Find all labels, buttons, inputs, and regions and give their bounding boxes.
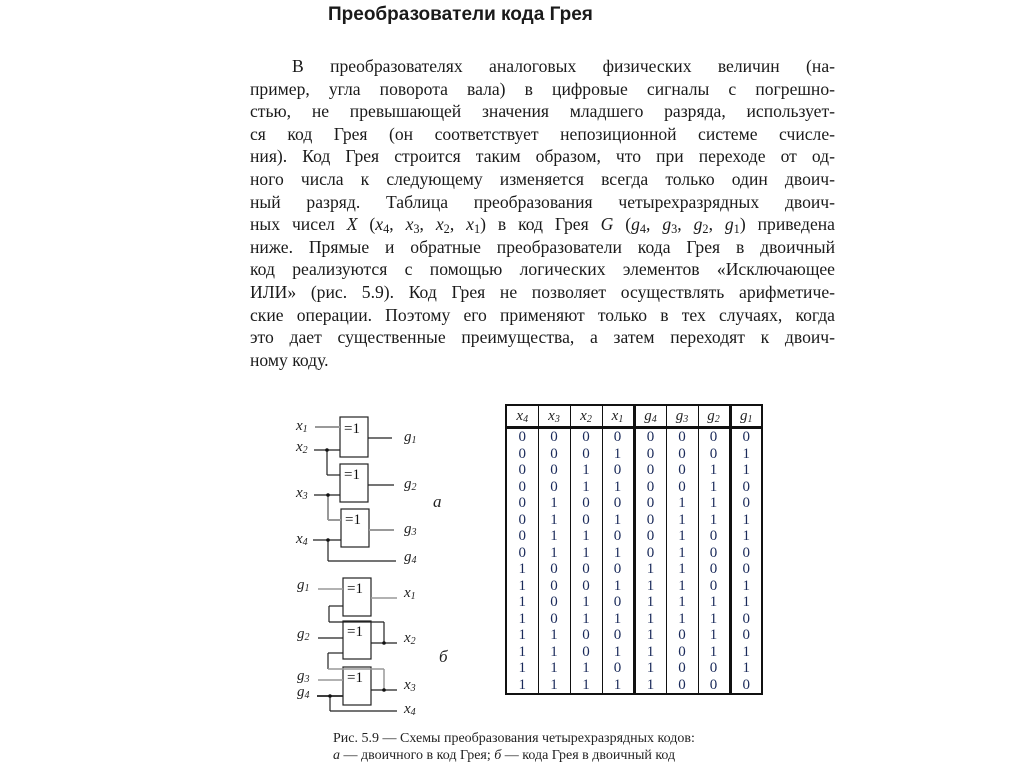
table-cell: 0 xyxy=(698,660,730,677)
table-cell: 0 xyxy=(730,561,762,578)
table-cell: 1 xyxy=(538,528,570,545)
table-row xyxy=(506,644,762,661)
junction-dot xyxy=(382,688,386,692)
table-cell: 1 xyxy=(570,528,602,545)
table-cell: 0 xyxy=(634,479,666,496)
table-cell: 0 xyxy=(538,594,570,611)
table-cell: 0 xyxy=(506,462,538,479)
table-cell: 0 xyxy=(634,512,666,529)
paragraph-line: ниже. Прямые и обратные преобразователи кода Грея в двоичный xyxy=(250,236,835,257)
column-header-g3: $g_3$ xyxy=(666,405,698,428)
table-cell: 0 xyxy=(730,611,762,628)
table-cell: 1 xyxy=(634,660,666,677)
table-cell: 1 xyxy=(666,545,698,562)
gate-label: =1 xyxy=(347,670,363,686)
gray-code-table xyxy=(505,404,763,695)
table-cell: 1 xyxy=(634,611,666,628)
paragraph-line: код реализуются с помощью логических элементов «Исключающее xyxy=(250,259,835,280)
table-cell: 1 xyxy=(570,479,602,496)
table-cell: 1 xyxy=(538,644,570,661)
table-cell: 0 xyxy=(698,677,730,695)
table-cell: 0 xyxy=(698,446,730,463)
table-cell: 1 xyxy=(506,611,538,628)
table-cell: 1 xyxy=(602,644,634,661)
table-cell: 1 xyxy=(506,594,538,611)
table-cell: 1 xyxy=(602,677,634,695)
junction-dot xyxy=(325,448,329,452)
column-header-x1: $x_1$ xyxy=(602,405,634,428)
column-header-x3: $x_3$ xyxy=(538,405,570,428)
table-cell: 0 xyxy=(506,545,538,562)
table-cell: 1 xyxy=(602,611,634,628)
table-cell: 1 xyxy=(506,627,538,644)
table-cell: 0 xyxy=(634,495,666,512)
output-label: $x_1$ xyxy=(404,585,416,602)
table-cell: 0 xyxy=(666,627,698,644)
table-cell: 0 xyxy=(506,428,538,446)
gate-label: =1 xyxy=(347,581,363,597)
table-cell: 0 xyxy=(570,495,602,512)
table-cell: 1 xyxy=(634,644,666,661)
junction-dot xyxy=(328,694,332,698)
table-cell: 0 xyxy=(570,561,602,578)
figure-letter-b: б xyxy=(439,647,448,666)
table-cell: 1 xyxy=(698,627,730,644)
table-cell: 1 xyxy=(730,446,762,463)
table-cell: 0 xyxy=(538,479,570,496)
table-cell: 0 xyxy=(570,428,602,446)
paragraph-line: это дает существенные преимущества, а затем переходят к двоич- xyxy=(250,327,835,348)
table-cell: 1 xyxy=(730,512,762,529)
input-label: $g_1$ xyxy=(297,577,310,594)
table-cell: 0 xyxy=(506,446,538,463)
caption-line-1: Рис. 5.9 — Схемы преобразования четырехразрядных кодов: xyxy=(333,731,695,746)
paragraph-line: пример, угла поворота вала) в цифровые сигналы с погрешно- xyxy=(250,78,835,99)
table-cell: 0 xyxy=(730,627,762,644)
table-cell: 0 xyxy=(538,611,570,628)
table-cell: 0 xyxy=(730,495,762,512)
input-label: $g_2$ xyxy=(297,626,310,643)
input-label: $x_4$ xyxy=(296,531,308,548)
circuit-wires xyxy=(280,405,490,725)
table-cell: 0 xyxy=(634,462,666,479)
table-cell: 1 xyxy=(570,545,602,562)
table-cell: 0 xyxy=(730,677,762,695)
table-row xyxy=(506,578,762,595)
table-cell: 0 xyxy=(538,578,570,595)
table-cell: 0 xyxy=(506,512,538,529)
table-cell: 1 xyxy=(506,578,538,595)
page-title: Преобразователи кода Грея xyxy=(328,4,593,25)
table-cell: 1 xyxy=(666,512,698,529)
table-row xyxy=(506,594,762,611)
output-label: $x_2$ xyxy=(404,630,416,647)
figure-caption xyxy=(333,730,695,764)
table-cell: 1 xyxy=(506,561,538,578)
table-cell: 1 xyxy=(634,677,666,695)
figure-letter-a: а xyxy=(433,492,442,511)
table-row xyxy=(506,512,762,529)
column-header-g1: $g_1$ xyxy=(730,405,762,428)
table-cell: 1 xyxy=(730,644,762,661)
table-row xyxy=(506,677,762,695)
table-cell: 0 xyxy=(538,428,570,446)
body-paragraph xyxy=(250,55,835,371)
table-row xyxy=(506,479,762,496)
table-cell: 0 xyxy=(602,428,634,446)
output-label: $g_4$ xyxy=(404,549,417,566)
table-cell: 0 xyxy=(602,660,634,677)
paragraph-line: В преобразователях аналоговых физических величин (на- xyxy=(292,56,835,76)
table-cell: 0 xyxy=(666,479,698,496)
table-cell: 0 xyxy=(602,594,634,611)
table-cell: 0 xyxy=(666,677,698,695)
output-label: $g_3$ xyxy=(404,521,417,538)
table-row xyxy=(506,545,762,562)
paragraph-line: ИЛИ» (рис. 5.9). Код Грея не позволяет осуществлять арифметиче- xyxy=(250,281,835,302)
table-cell: 1 xyxy=(602,578,634,595)
table-header-row xyxy=(506,405,762,428)
output-label: $g_1$ xyxy=(404,429,417,446)
junction-dot xyxy=(326,538,330,542)
table-cell: 1 xyxy=(634,627,666,644)
table-row xyxy=(506,495,762,512)
table-cell: 1 xyxy=(506,677,538,695)
table-cell: 1 xyxy=(730,462,762,479)
table-cell: 0 xyxy=(602,495,634,512)
table-row xyxy=(506,462,762,479)
table-cell: 0 xyxy=(538,462,570,479)
table-row xyxy=(506,528,762,545)
column-header-x4: $x_4$ xyxy=(506,405,538,428)
table-cell: 0 xyxy=(602,561,634,578)
column-header-g4: $g_4$ xyxy=(634,405,666,428)
table-cell: 0 xyxy=(570,578,602,595)
table-cell: 0 xyxy=(730,545,762,562)
table-cell: 1 xyxy=(538,512,570,529)
output-label: $x_3$ xyxy=(404,677,416,694)
output-label: $x_4$ xyxy=(404,701,416,718)
input-label: $g_3$ xyxy=(297,668,310,685)
table-cell: 0 xyxy=(730,428,762,446)
table-cell: 1 xyxy=(666,495,698,512)
table-cell: 0 xyxy=(634,528,666,545)
table-cell: 1 xyxy=(538,660,570,677)
table-cell: 1 xyxy=(602,479,634,496)
table-cell: 1 xyxy=(570,611,602,628)
table-cell: 1 xyxy=(698,512,730,529)
table-cell: 1 xyxy=(602,446,634,463)
table-cell: 0 xyxy=(666,644,698,661)
table-cell: 1 xyxy=(698,462,730,479)
table-cell: 1 xyxy=(730,578,762,595)
table-cell: 1 xyxy=(730,594,762,611)
table-cell: 1 xyxy=(698,611,730,628)
paragraph-line: ния). Код Грея строится таким образом, что при переходе от од- xyxy=(250,146,835,167)
output-label: $g_2$ xyxy=(404,476,417,493)
table-cell: 1 xyxy=(666,528,698,545)
table-cell: 1 xyxy=(666,594,698,611)
table-cell: 0 xyxy=(698,428,730,446)
table-cell: 1 xyxy=(634,561,666,578)
table-cell: 1 xyxy=(506,644,538,661)
table-cell: 1 xyxy=(538,677,570,695)
table-cell: 0 xyxy=(506,479,538,496)
table-cell: 1 xyxy=(698,479,730,496)
table-cell: 1 xyxy=(538,627,570,644)
table-cell: 1 xyxy=(602,545,634,562)
paragraph-line-formula: ных чисел X ($x_4$, $x_3$, $x_2$, $x_1$) в код Грея G ($g_4$, $g_3$, $g_2$, $g_1$) приведена xyxy=(250,214,835,237)
input-label: $x_1$ xyxy=(296,418,308,435)
table-cell: 0 xyxy=(698,561,730,578)
paragraph-line: ного числа к следующему изменяется всегда только один двоич- xyxy=(250,168,835,189)
table-cell: 0 xyxy=(570,512,602,529)
junction-dot xyxy=(382,641,386,645)
table-cell: 0 xyxy=(634,428,666,446)
table-cell: 1 xyxy=(570,677,602,695)
table-cell: 0 xyxy=(570,446,602,463)
table-cell: 1 xyxy=(666,578,698,595)
table-cell: 1 xyxy=(698,594,730,611)
paragraph-line: ские операции. Поэтому его применяют только в тех случаях, когда xyxy=(250,304,835,325)
table-cell: 1 xyxy=(666,611,698,628)
table-cell: 1 xyxy=(538,545,570,562)
table-cell: 0 xyxy=(666,660,698,677)
table-row xyxy=(506,561,762,578)
table-cell: 0 xyxy=(666,428,698,446)
table-cell: 0 xyxy=(602,528,634,545)
caption-line-2: а — двоичного в код Грея; б — кода Грея в двоичный код xyxy=(333,748,676,763)
table-cell: 1 xyxy=(666,561,698,578)
table-row xyxy=(506,660,762,677)
gate-label: =1 xyxy=(347,624,363,640)
table-cell: 0 xyxy=(666,462,698,479)
table-cell: 1 xyxy=(698,644,730,661)
table-cell: 0 xyxy=(730,479,762,496)
table-cell: 1 xyxy=(602,512,634,529)
input-label: $g_4$ xyxy=(297,684,310,701)
column-header-g2: $g_2$ xyxy=(698,405,730,428)
table-cell: 0 xyxy=(538,446,570,463)
input-label: $x_2$ xyxy=(296,439,308,456)
table-cell: 1 xyxy=(634,594,666,611)
gate-label: =1 xyxy=(345,512,361,528)
input-label: $x_3$ xyxy=(296,485,308,502)
table-cell: 1 xyxy=(570,462,602,479)
gate-label: =1 xyxy=(344,421,360,437)
table-cell: 0 xyxy=(698,545,730,562)
junction-dot xyxy=(326,493,330,497)
table-cell: 1 xyxy=(634,578,666,595)
table-row xyxy=(506,428,762,446)
table-cell: 1 xyxy=(570,594,602,611)
table-cell: 1 xyxy=(506,660,538,677)
table-row xyxy=(506,446,762,463)
table-cell: 1 xyxy=(538,495,570,512)
table-cell: 0 xyxy=(698,528,730,545)
table-cell: 0 xyxy=(538,561,570,578)
paragraph-line: ся код Грея (он соответствует непозиционной системе счисле- xyxy=(250,123,835,144)
table-cell: 1 xyxy=(698,495,730,512)
column-header-x2: $x_2$ xyxy=(570,405,602,428)
table-cell: 0 xyxy=(602,462,634,479)
table-cell: 0 xyxy=(506,528,538,545)
table-cell: 0 xyxy=(602,627,634,644)
table-cell: 1 xyxy=(570,660,602,677)
table-cell: 1 xyxy=(730,528,762,545)
paragraph-line: ному коду. xyxy=(250,349,329,370)
table-cell: 1 xyxy=(730,660,762,677)
logic-diagrams xyxy=(280,405,490,725)
paragraph-line: ный разряд. Таблица преобразования четырехразрядных двоич- xyxy=(250,191,835,212)
paragraph-line: стью, не превышающей значения младшего разряда, использует- xyxy=(250,101,835,122)
table-cell: 0 xyxy=(698,578,730,595)
table-cell: 0 xyxy=(634,545,666,562)
table-cell: 0 xyxy=(570,627,602,644)
table-row xyxy=(506,627,762,644)
table-row xyxy=(506,611,762,628)
table-cell: 0 xyxy=(506,495,538,512)
table-cell: 0 xyxy=(666,446,698,463)
gate-label: =1 xyxy=(344,467,360,483)
table-cell: 0 xyxy=(570,644,602,661)
table-cell: 0 xyxy=(634,446,666,463)
